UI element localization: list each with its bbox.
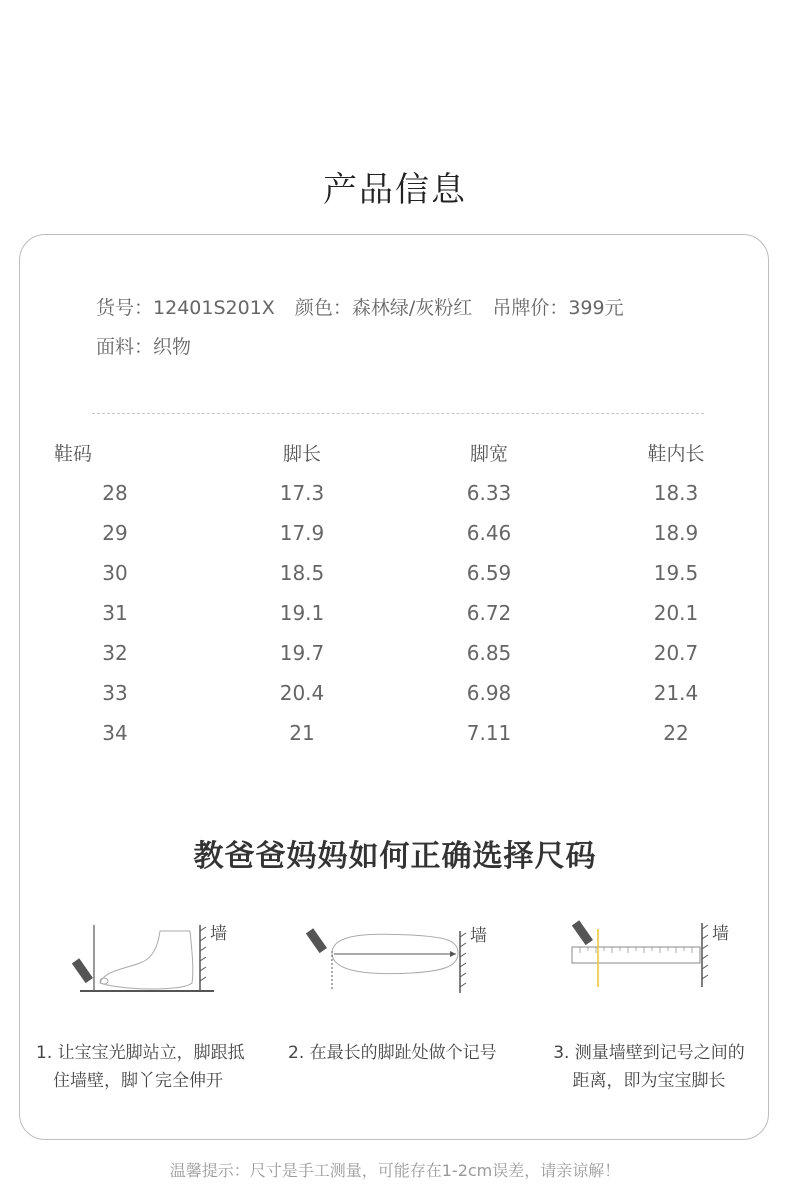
- size-cell: 32: [102, 641, 128, 665]
- table-row: [20, 561, 770, 601]
- step-3-line-2: 距离，即为宝宝脚长: [572, 1071, 726, 1091]
- step1-illustration: [64, 917, 227, 997]
- footer-note: 温馨提示：尺寸是手工测量，可能存在1-2cm误差，请亲谅解！: [169, 1161, 621, 1180]
- inner-length-cell: 20.7: [653, 641, 699, 665]
- header-foot-length: 脚长: [282, 443, 321, 465]
- foot-length-cell: 17.9: [279, 521, 325, 545]
- inner-length-cell: 21.4: [653, 681, 699, 705]
- info-line-1: [96, 293, 638, 320]
- table-row: [20, 721, 770, 761]
- price-value: 399元: [568, 297, 624, 319]
- step-1-line-2: 住墙壁，脚丫完全伸开: [53, 1071, 223, 1091]
- size-cell: 34: [102, 721, 128, 745]
- inner-length-cell: 18.3: [653, 481, 699, 505]
- size-cell: 30: [102, 561, 128, 585]
- foot-length-cell: 19.1: [279, 601, 325, 625]
- foot-width-cell: 6.85: [466, 641, 512, 665]
- foot-width-cell: 6.72: [466, 601, 512, 625]
- size-cell: 33: [102, 681, 128, 705]
- info-line-2: [96, 332, 191, 359]
- header-foot-width: 脚宽: [469, 443, 508, 465]
- foot-length-cell: 21: [289, 721, 315, 745]
- table-row: [20, 481, 770, 521]
- header-size: 鞋码: [54, 443, 93, 465]
- sku-label: 货号：: [96, 297, 154, 319]
- wall-hatch: [200, 925, 206, 991]
- step-1-line-1: 1. 让宝宝光脚站立，脚跟抵: [36, 1043, 245, 1063]
- color-value: 森林绿/灰粉红: [351, 297, 473, 319]
- wall-label: 墙: [712, 924, 729, 944]
- foot-length-cell: 18.5: [279, 561, 325, 585]
- step-3-text: [544, 1039, 754, 1095]
- how-to-measure-title: 教爸爸妈妈如何正确选择尺码: [193, 839, 597, 874]
- header-inner-length: 鞋内长: [647, 443, 705, 465]
- foot-width-cell: 6.59: [466, 561, 512, 585]
- sku-value: 12401S201X: [153, 297, 275, 319]
- pencil-icon: [72, 958, 93, 983]
- step-2-text: [288, 1039, 518, 1067]
- step-3-line-1: 3. 测量墙壁到记号之间的: [553, 1043, 745, 1063]
- info-card: [19, 234, 769, 1140]
- price-field: [492, 297, 623, 319]
- size-cell: 31: [102, 601, 128, 625]
- inner-length-cell: 20.1: [653, 601, 699, 625]
- price-label: 吊牌价：: [492, 297, 569, 319]
- step-1-text: [36, 1039, 266, 1095]
- table-row: [20, 641, 770, 681]
- foot-length-cell: 19.7: [279, 641, 325, 665]
- step3-illustration: [566, 917, 746, 997]
- pencil-icon: [306, 928, 327, 953]
- pencil-icon: [572, 920, 593, 945]
- inner-length-cell: 19.5: [653, 561, 699, 585]
- step2-illustration: [302, 917, 487, 997]
- sku-field: [96, 297, 275, 319]
- color-label: 颜色：: [294, 297, 352, 319]
- foot-length-cell: 17.3: [279, 481, 325, 505]
- step-2-line-1: 2. 在最长的脚趾处做个记号: [288, 1043, 497, 1063]
- size-table: [20, 439, 770, 761]
- table-row: [20, 521, 770, 561]
- inner-length-cell: 22: [663, 721, 689, 745]
- wall-label: 墙: [470, 926, 487, 946]
- foot-width-cell: 7.11: [466, 721, 512, 745]
- foot-width-cell: 6.46: [466, 521, 512, 545]
- foot-length-cell: 20.4: [279, 681, 325, 705]
- material-value: 织物: [153, 336, 192, 358]
- size-cell: 29: [102, 521, 128, 545]
- foot-width-cell: 6.98: [466, 681, 512, 705]
- inner-length-cell: 18.9: [653, 521, 699, 545]
- table-row: [20, 601, 770, 641]
- table-row: [20, 681, 770, 721]
- dashed-divider: [92, 413, 704, 414]
- wall-label: 墙: [210, 924, 227, 944]
- color-field: [295, 297, 472, 319]
- page-title: 产品信息: [323, 170, 467, 210]
- size-cell: 28: [102, 481, 128, 505]
- table-header-row: [20, 439, 770, 479]
- material-label: 面料：: [96, 336, 154, 358]
- foot-width-cell: 6.33: [466, 481, 512, 505]
